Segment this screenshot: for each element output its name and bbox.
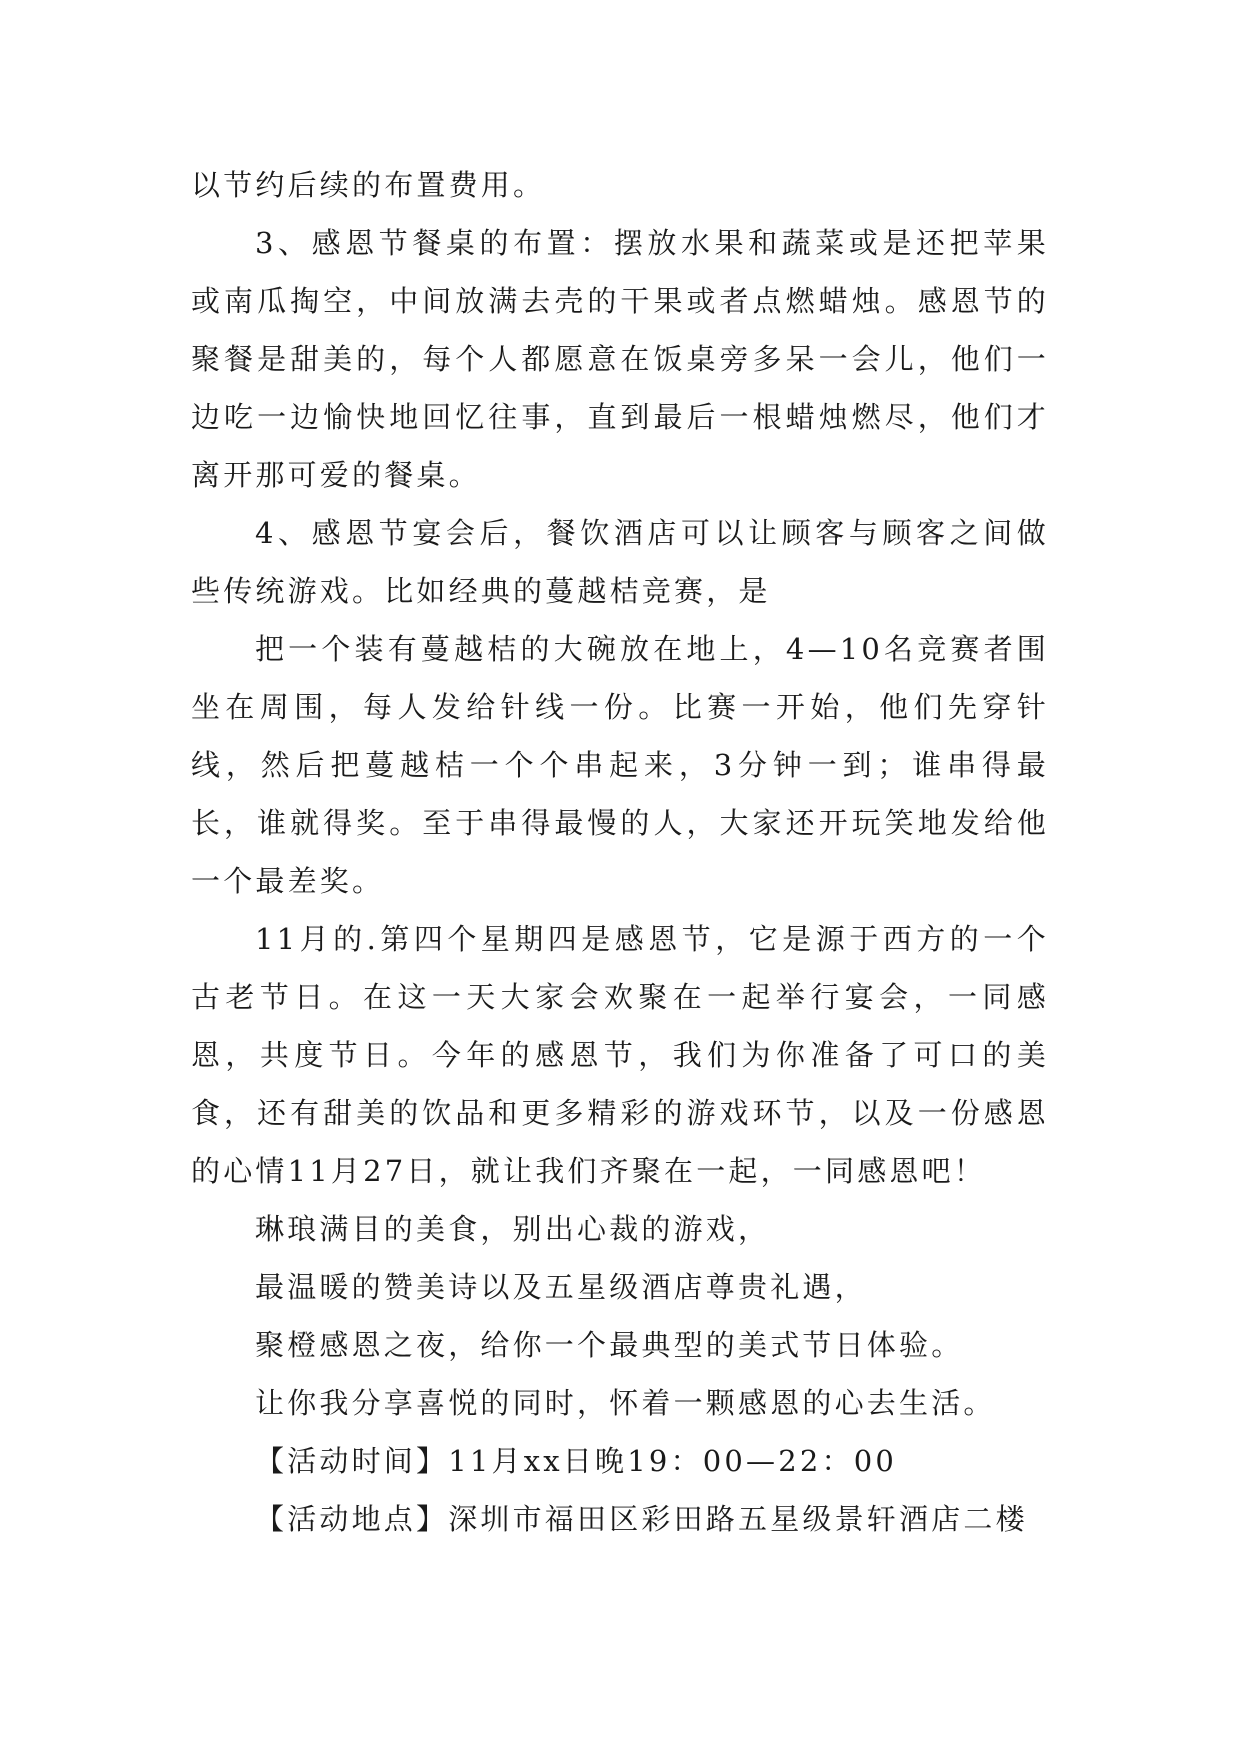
paragraph-intro-continuation: 以节约后续的布置费用。 bbox=[191, 168, 546, 202]
paragraph-cranberry-contest: 把一个装有蔓越桔的大碗放在地上，4—10名竞赛者围坐在周围，每人发给针线一份。比赛一开始，他们先穿针线，然后把蔓越桔一个个串起来，3分钟一到；谁串得最长，谁就得奖。至于串得最慢的人，大家还开玩笑地发给他一个最差奖。 bbox=[191, 632, 1049, 898]
line-hymns-hospitality: 最温暖的赞美诗以及五星级酒店尊贵礼遇， bbox=[255, 1270, 867, 1304]
paragraph-table-setting: 3、感恩节餐桌的布置：摆放水果和蔬菜或是还把苹果或南瓜掏空，中间放满去壳的干果或者点燃蜡烛。感恩节的聚餐是甜美的，每个人都愿意在饭桌旁多呆一会儿，他们一边吃一边愉快地回忆往事，直到最后一根蜡烛燃尽，他们才离开那可爱的餐桌。 bbox=[191, 226, 1049, 492]
line-food-games: 琳琅满目的美食，别出心裁的游戏， bbox=[255, 1212, 771, 1246]
document-body bbox=[191, 156, 1049, 1548]
line-share-joy: 让你我分享喜悦的同时，怀着一颗感恩的心去生活。 bbox=[255, 1386, 996, 1420]
paragraph-post-banquet-games: 4、感恩节宴会后，餐饮酒店可以让顾客与顾客之间做些传统游戏。比如经典的蔓越桔竞赛，是 bbox=[191, 516, 1049, 608]
paragraph-thanksgiving-intro: 11月的.第四个星期四是感恩节，它是源于西方的一个古老节日。在这一天大家会欢聚在一起举行宴会，一同感恩，共度节日。今年的感恩节，我们为你准备了可口的美食，还有甜美的饮品和更多精彩的游戏环节，以及一份感恩的心情11月27日，就让我们齐聚在一起，一同感恩吧！ bbox=[191, 922, 1049, 1188]
line-holiday-experience: 聚橙感恩之夜，给你一个最典型的美式节日体验。 bbox=[255, 1328, 964, 1362]
event-time: 【活动时间】11月xx日晚19：00—22：00 bbox=[255, 1444, 898, 1478]
event-location: 【活动地点】深圳市福田区彩田路五星级景轩酒店二楼 bbox=[255, 1502, 1028, 1536]
